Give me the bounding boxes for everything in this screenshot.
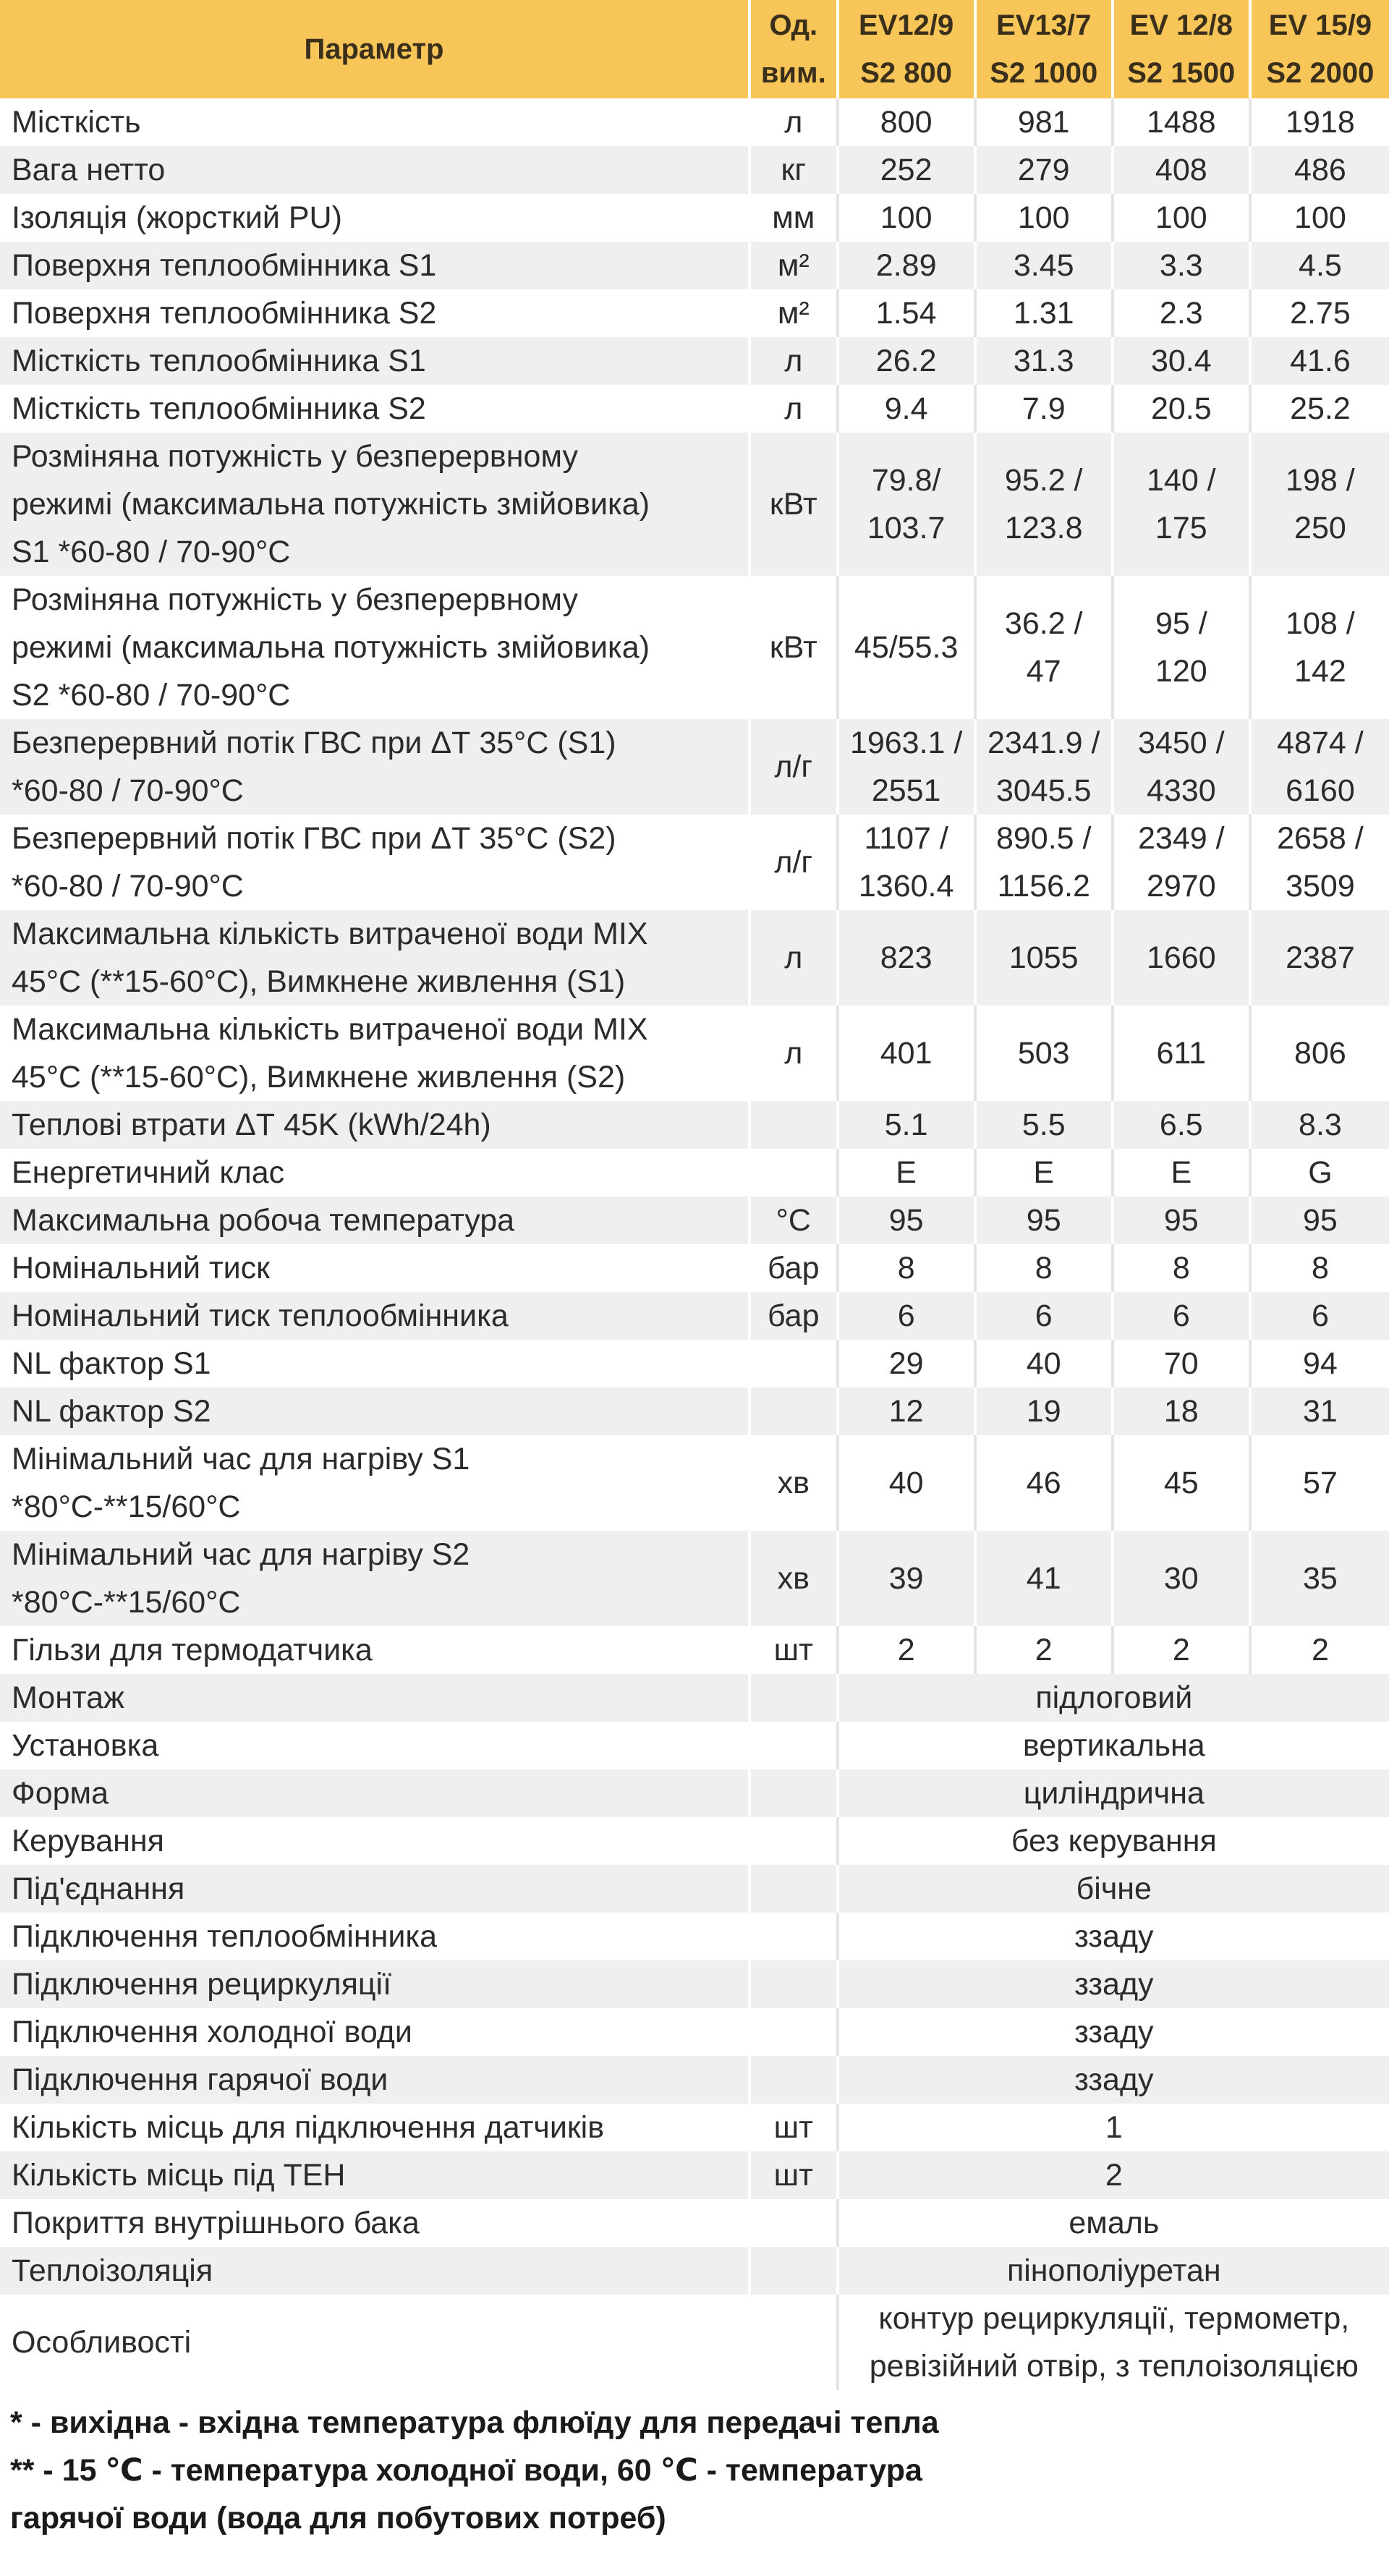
model-value: 1963.1 / 2551 (838, 719, 975, 815)
table-row (0, 1196, 1389, 1244)
param-unit (749, 1340, 838, 1387)
param-name: Особливості (0, 2295, 749, 2390)
param-unit (749, 2008, 838, 2056)
param-name: Теплоізоляція (0, 2247, 749, 2295)
model-value: 8 (838, 1244, 975, 1292)
param-unit: бар (749, 1244, 838, 1292)
model-value: 108 / 142 (1250, 576, 1389, 719)
param-name: Вага нетто (0, 146, 749, 194)
header-param: Параметр (0, 0, 749, 98)
header-model-2-line-1: EV13/7 (996, 9, 1092, 41)
model-value: 2 (1113, 1626, 1250, 1674)
model-value: 95 (838, 1196, 975, 1244)
model-value: 1.54 (838, 289, 975, 337)
header-model-4 (1250, 0, 1389, 98)
model-value: 45/55.3 (838, 576, 975, 719)
param-unit: хв (749, 1531, 838, 1626)
model-value: 2.89 (838, 242, 975, 289)
merged-value: циліндрична (838, 1769, 1389, 1817)
table-row (0, 576, 1389, 719)
model-value: 408 (1113, 146, 1250, 194)
model-value: 3.3 (1113, 242, 1250, 289)
model-value: 57 (1250, 1435, 1389, 1531)
param-unit (749, 1149, 838, 1196)
table-row (0, 433, 1389, 576)
model-value: 1660 (1113, 910, 1250, 1006)
param-name: Розміняна потужність у безперервному режимі (максимальна потужність змійовика) S1 *60-80 / 70-90°C (0, 433, 749, 576)
model-value: 40 (838, 1435, 975, 1531)
footnote-1: * - вихідна - вхідна температура флюїду для передачі тепла (10, 2405, 939, 2440)
model-value: 26.2 (838, 337, 975, 385)
param-unit (749, 1817, 838, 1865)
merged-value: бічне (838, 1865, 1389, 1913)
footnotes (0, 2390, 1389, 2551)
model-value: 100 (1113, 194, 1250, 242)
model-value: 18 (1113, 1387, 1250, 1435)
param-name: Максимальна робоча температура (0, 1196, 749, 1244)
param-name: Форма (0, 1769, 749, 1817)
model-value: 2 (975, 1626, 1113, 1674)
model-value: G (1250, 1149, 1389, 1196)
merged-value: 2 (838, 2151, 1389, 2199)
model-value: 40 (975, 1340, 1113, 1387)
param-name: Під'єднання (0, 1865, 749, 1913)
model-value: 25.2 (1250, 385, 1389, 433)
footnote-2: ** - 15 ℃ - температура холодної води, 60 ℃ - температура гарячої води (вода для побутових потреб) (10, 2453, 922, 2535)
model-value: 8 (1250, 1244, 1389, 1292)
table-row (0, 242, 1389, 289)
model-value: 800 (838, 98, 975, 146)
param-unit (749, 1101, 838, 1149)
header-model-3-line-1: EV 12/8 (1129, 9, 1233, 41)
model-value: E (1113, 1149, 1250, 1196)
param-name: Безперервний потік ГВС при ΔТ 35°С (S2) *60-80 / 70-90°C (0, 815, 749, 910)
table-row (0, 1865, 1389, 1913)
param-unit: л (749, 910, 838, 1006)
param-unit: м² (749, 289, 838, 337)
param-name: Підключення рециркуляції (0, 1960, 749, 2008)
model-value: 1918 (1250, 98, 1389, 146)
table-row (0, 1244, 1389, 1292)
model-value: 12 (838, 1387, 975, 1435)
table-row (0, 1435, 1389, 1531)
model-value: 2 (1250, 1626, 1389, 1674)
merged-value: вертикальна (838, 1722, 1389, 1769)
header-model-4-line-2: S2 2000 (1266, 57, 1375, 89)
param-unit: л (749, 337, 838, 385)
model-value: 1.31 (975, 289, 1113, 337)
param-name: Розміняна потужність у безперервному режимі (максимальна потужність змійовика) S2 *60-80 / 70-90°C (0, 576, 749, 719)
param-name: Мінімальний час для нагріву S2 *80°C-**15/60°C (0, 1531, 749, 1626)
param-name: Максимальна кількість витраченої води MIX 45°C (**15-60°C), Вимкнене живлення (S1) (0, 910, 749, 1006)
table-row (0, 385, 1389, 433)
model-value: 503 (975, 1006, 1113, 1101)
model-value: 252 (838, 146, 975, 194)
header-model-3 (1113, 0, 1250, 98)
merged-value: ззаду (838, 2008, 1389, 2056)
header-model-2-line-2: S2 1000 (990, 57, 1098, 89)
model-value: 5.5 (975, 1101, 1113, 1149)
param-name: Кількість місць під ТЕН (0, 2151, 749, 2199)
param-name: Кількість місць для підключення датчиків (0, 2104, 749, 2151)
model-value: 2 (838, 1626, 975, 1674)
header-model-4-line-1: EV 15/9 (1268, 9, 1372, 41)
model-value: 95 (975, 1196, 1113, 1244)
model-value: 6 (975, 1292, 1113, 1340)
model-value: 30 (1113, 1531, 1250, 1626)
table-row (0, 1387, 1389, 1435)
model-value: 70 (1113, 1340, 1250, 1387)
table-row (0, 1149, 1389, 1196)
table-row (0, 337, 1389, 385)
model-value: 6 (1113, 1292, 1250, 1340)
table-row (0, 1960, 1389, 2008)
model-value: 31 (1250, 1387, 1389, 1435)
model-value: 4874 / 6160 (1250, 719, 1389, 815)
model-value: 486 (1250, 146, 1389, 194)
model-value: 41 (975, 1531, 1113, 1626)
model-value: 95 (1250, 1196, 1389, 1244)
model-value: 41.6 (1250, 337, 1389, 385)
param-unit (749, 2199, 838, 2247)
param-unit: м² (749, 242, 838, 289)
param-name: Керування (0, 1817, 749, 1865)
merged-value: підлоговий (838, 1674, 1389, 1722)
model-value: 806 (1250, 1006, 1389, 1101)
table-row (0, 1674, 1389, 1722)
header-model-2 (975, 0, 1113, 98)
table-row (0, 2104, 1389, 2151)
table-row (0, 1101, 1389, 1149)
model-value: 95 / 120 (1113, 576, 1250, 719)
param-name: Поверхня теплообмінника S1 (0, 242, 749, 289)
param-unit: л/г (749, 719, 838, 815)
param-unit: шт (749, 2151, 838, 2199)
model-value: 36.2 / 47 (975, 576, 1113, 719)
param-unit (749, 1674, 838, 1722)
model-value: 39 (838, 1531, 975, 1626)
header-unit-line-1: Од. (769, 9, 818, 41)
model-value: 100 (1250, 194, 1389, 242)
param-unit: л (749, 1006, 838, 1101)
model-value: 2.75 (1250, 289, 1389, 337)
model-value: 31.3 (975, 337, 1113, 385)
param-unit (749, 1387, 838, 1435)
param-unit (749, 2247, 838, 2295)
param-name: Номінальний тиск теплообмінника (0, 1292, 749, 1340)
model-value: 823 (838, 910, 975, 1006)
table-row (0, 98, 1389, 146)
model-value: 19 (975, 1387, 1113, 1435)
model-value: 100 (975, 194, 1113, 242)
param-name: Гільзи для термодатчика (0, 1626, 749, 1674)
model-value: 890.5 / 1156.2 (975, 815, 1113, 910)
param-name: Підключення теплообмінника (0, 1913, 749, 1960)
merged-value: ззаду (838, 1960, 1389, 2008)
param-name: Поверхня теплообмінника S2 (0, 289, 749, 337)
param-unit: л/г (749, 815, 838, 910)
model-value: 35 (1250, 1531, 1389, 1626)
param-unit: л (749, 385, 838, 433)
model-value: 7.9 (975, 385, 1113, 433)
table-row (0, 1531, 1389, 1626)
param-name: Безперервний потік ГВС при ΔТ 35°С (S1) *60-80 / 70-90°C (0, 719, 749, 815)
model-value: 1107 / 1360.4 (838, 815, 975, 910)
model-value: E (838, 1149, 975, 1196)
model-value: 140 / 175 (1113, 433, 1250, 576)
model-value: 279 (975, 146, 1113, 194)
table-row (0, 2056, 1389, 2104)
table-row (0, 719, 1389, 815)
model-value: 5.1 (838, 1101, 975, 1149)
param-unit: л (749, 98, 838, 146)
model-value: 198 / 250 (1250, 433, 1389, 576)
table-row (0, 2295, 1389, 2390)
model-value: 2349 / 2970 (1113, 815, 1250, 910)
merged-value: пінополіуретан (838, 2247, 1389, 2295)
param-unit (749, 1865, 838, 1913)
header-model-1-line-2: S2 800 (860, 57, 953, 89)
param-unit: шт (749, 2104, 838, 2151)
table-row (0, 1769, 1389, 1817)
merged-value: контур рециркуляції, термометр, ревізійний отвір, з теплоізоляцією (838, 2295, 1389, 2390)
table-row (0, 1340, 1389, 1387)
model-value: 95.2 / 123.8 (975, 433, 1113, 576)
model-value: 4.5 (1250, 242, 1389, 289)
model-value: 401 (838, 1006, 975, 1101)
param-unit (749, 2056, 838, 2104)
param-unit: кг (749, 146, 838, 194)
param-unit (749, 2295, 838, 2390)
table-row (0, 2008, 1389, 2056)
model-value: 79.8/ 103.7 (838, 433, 975, 576)
model-value: 8 (1113, 1244, 1250, 1292)
table-row (0, 2151, 1389, 2199)
model-value: 6 (838, 1292, 975, 1340)
model-value: 45 (1113, 1435, 1250, 1531)
param-name: Ізоляція (жорсткий PU) (0, 194, 749, 242)
header-row (0, 0, 1389, 98)
table-row (0, 815, 1389, 910)
table-row (0, 1626, 1389, 1674)
merged-value: без керування (838, 1817, 1389, 1865)
param-unit (749, 1769, 838, 1817)
param-unit (749, 1913, 838, 1960)
model-value: 1488 (1113, 98, 1250, 146)
model-value: 2658 / 3509 (1250, 815, 1389, 910)
param-unit (749, 1960, 838, 2008)
model-value: 46 (975, 1435, 1113, 1531)
model-value: 6.5 (1113, 1101, 1250, 1149)
table-row (0, 2199, 1389, 2247)
header-model-1 (838, 0, 975, 98)
param-unit: кВт (749, 576, 838, 719)
model-value: 611 (1113, 1006, 1250, 1101)
param-name: Підключення гарячої води (0, 2056, 749, 2104)
model-value: 3.45 (975, 242, 1113, 289)
header-model-3-line-2: S2 1500 (1127, 57, 1236, 89)
model-value: 6 (1250, 1292, 1389, 1340)
param-name: Теплові втрати ΔТ 45K (kWh/24h) (0, 1101, 749, 1149)
param-name: Місткість (0, 98, 749, 146)
param-name: NL фактор S1 (0, 1340, 749, 1387)
param-unit: шт (749, 1626, 838, 1674)
param-unit: мм (749, 194, 838, 242)
param-name: NL фактор S2 (0, 1387, 749, 1435)
model-value: E (975, 1149, 1113, 1196)
param-name: Місткість теплообмінника S2 (0, 385, 749, 433)
param-name: Енергетичний клас (0, 1149, 749, 1196)
model-value: 3450 / 4330 (1113, 719, 1250, 815)
table-row (0, 1292, 1389, 1340)
table-row (0, 146, 1389, 194)
model-value: 1055 (975, 910, 1113, 1006)
param-unit: хв (749, 1435, 838, 1531)
param-unit: °С (749, 1196, 838, 1244)
model-value: 2341.9 / 3045.5 (975, 719, 1113, 815)
param-name: Місткість теплообмінника S1 (0, 337, 749, 385)
table-row (0, 1006, 1389, 1101)
model-value: 20.5 (1113, 385, 1250, 433)
merged-value: ззаду (838, 2056, 1389, 2104)
table-row (0, 1722, 1389, 1769)
param-name: Максимальна кількість витраченої води MIX 45°C (**15-60°C), Вимкнене живлення (S2) (0, 1006, 749, 1101)
table-row (0, 2247, 1389, 2295)
merged-value: ззаду (838, 1913, 1389, 1960)
model-value: 8.3 (1250, 1101, 1389, 1149)
model-value: 100 (838, 194, 975, 242)
param-unit: бар (749, 1292, 838, 1340)
model-value: 981 (975, 98, 1113, 146)
param-name: Покриття внутрішнього бака (0, 2199, 749, 2247)
model-value: 95 (1113, 1196, 1250, 1244)
param-name: Монтаж (0, 1674, 749, 1722)
param-unit: кВт (749, 433, 838, 576)
spec-body (0, 98, 1389, 2390)
table-row (0, 1913, 1389, 1960)
model-value: 29 (838, 1340, 975, 1387)
merged-value: емаль (838, 2199, 1389, 2247)
model-value: 2387 (1250, 910, 1389, 1006)
param-name: Установка (0, 1722, 749, 1769)
header-model-1-line-1: EV12/9 (859, 9, 954, 41)
param-name: Підключення холодної води (0, 2008, 749, 2056)
model-value: 30.4 (1113, 337, 1250, 385)
table-row (0, 289, 1389, 337)
header-unit (749, 0, 838, 98)
table-row (0, 1817, 1389, 1865)
model-value: 94 (1250, 1340, 1389, 1387)
table-row (0, 910, 1389, 1006)
param-name: Номінальний тиск (0, 1244, 749, 1292)
model-value: 2.3 (1113, 289, 1250, 337)
model-value: 9.4 (838, 385, 975, 433)
header-unit-line-2: вим. (760, 57, 826, 89)
param-name: Мінімальний час для нагріву S1 *80°C-**15/60°C (0, 1435, 749, 1531)
model-value: 8 (975, 1244, 1113, 1292)
param-unit (749, 1722, 838, 1769)
merged-value: 1 (838, 2104, 1389, 2151)
table-row (0, 194, 1389, 242)
